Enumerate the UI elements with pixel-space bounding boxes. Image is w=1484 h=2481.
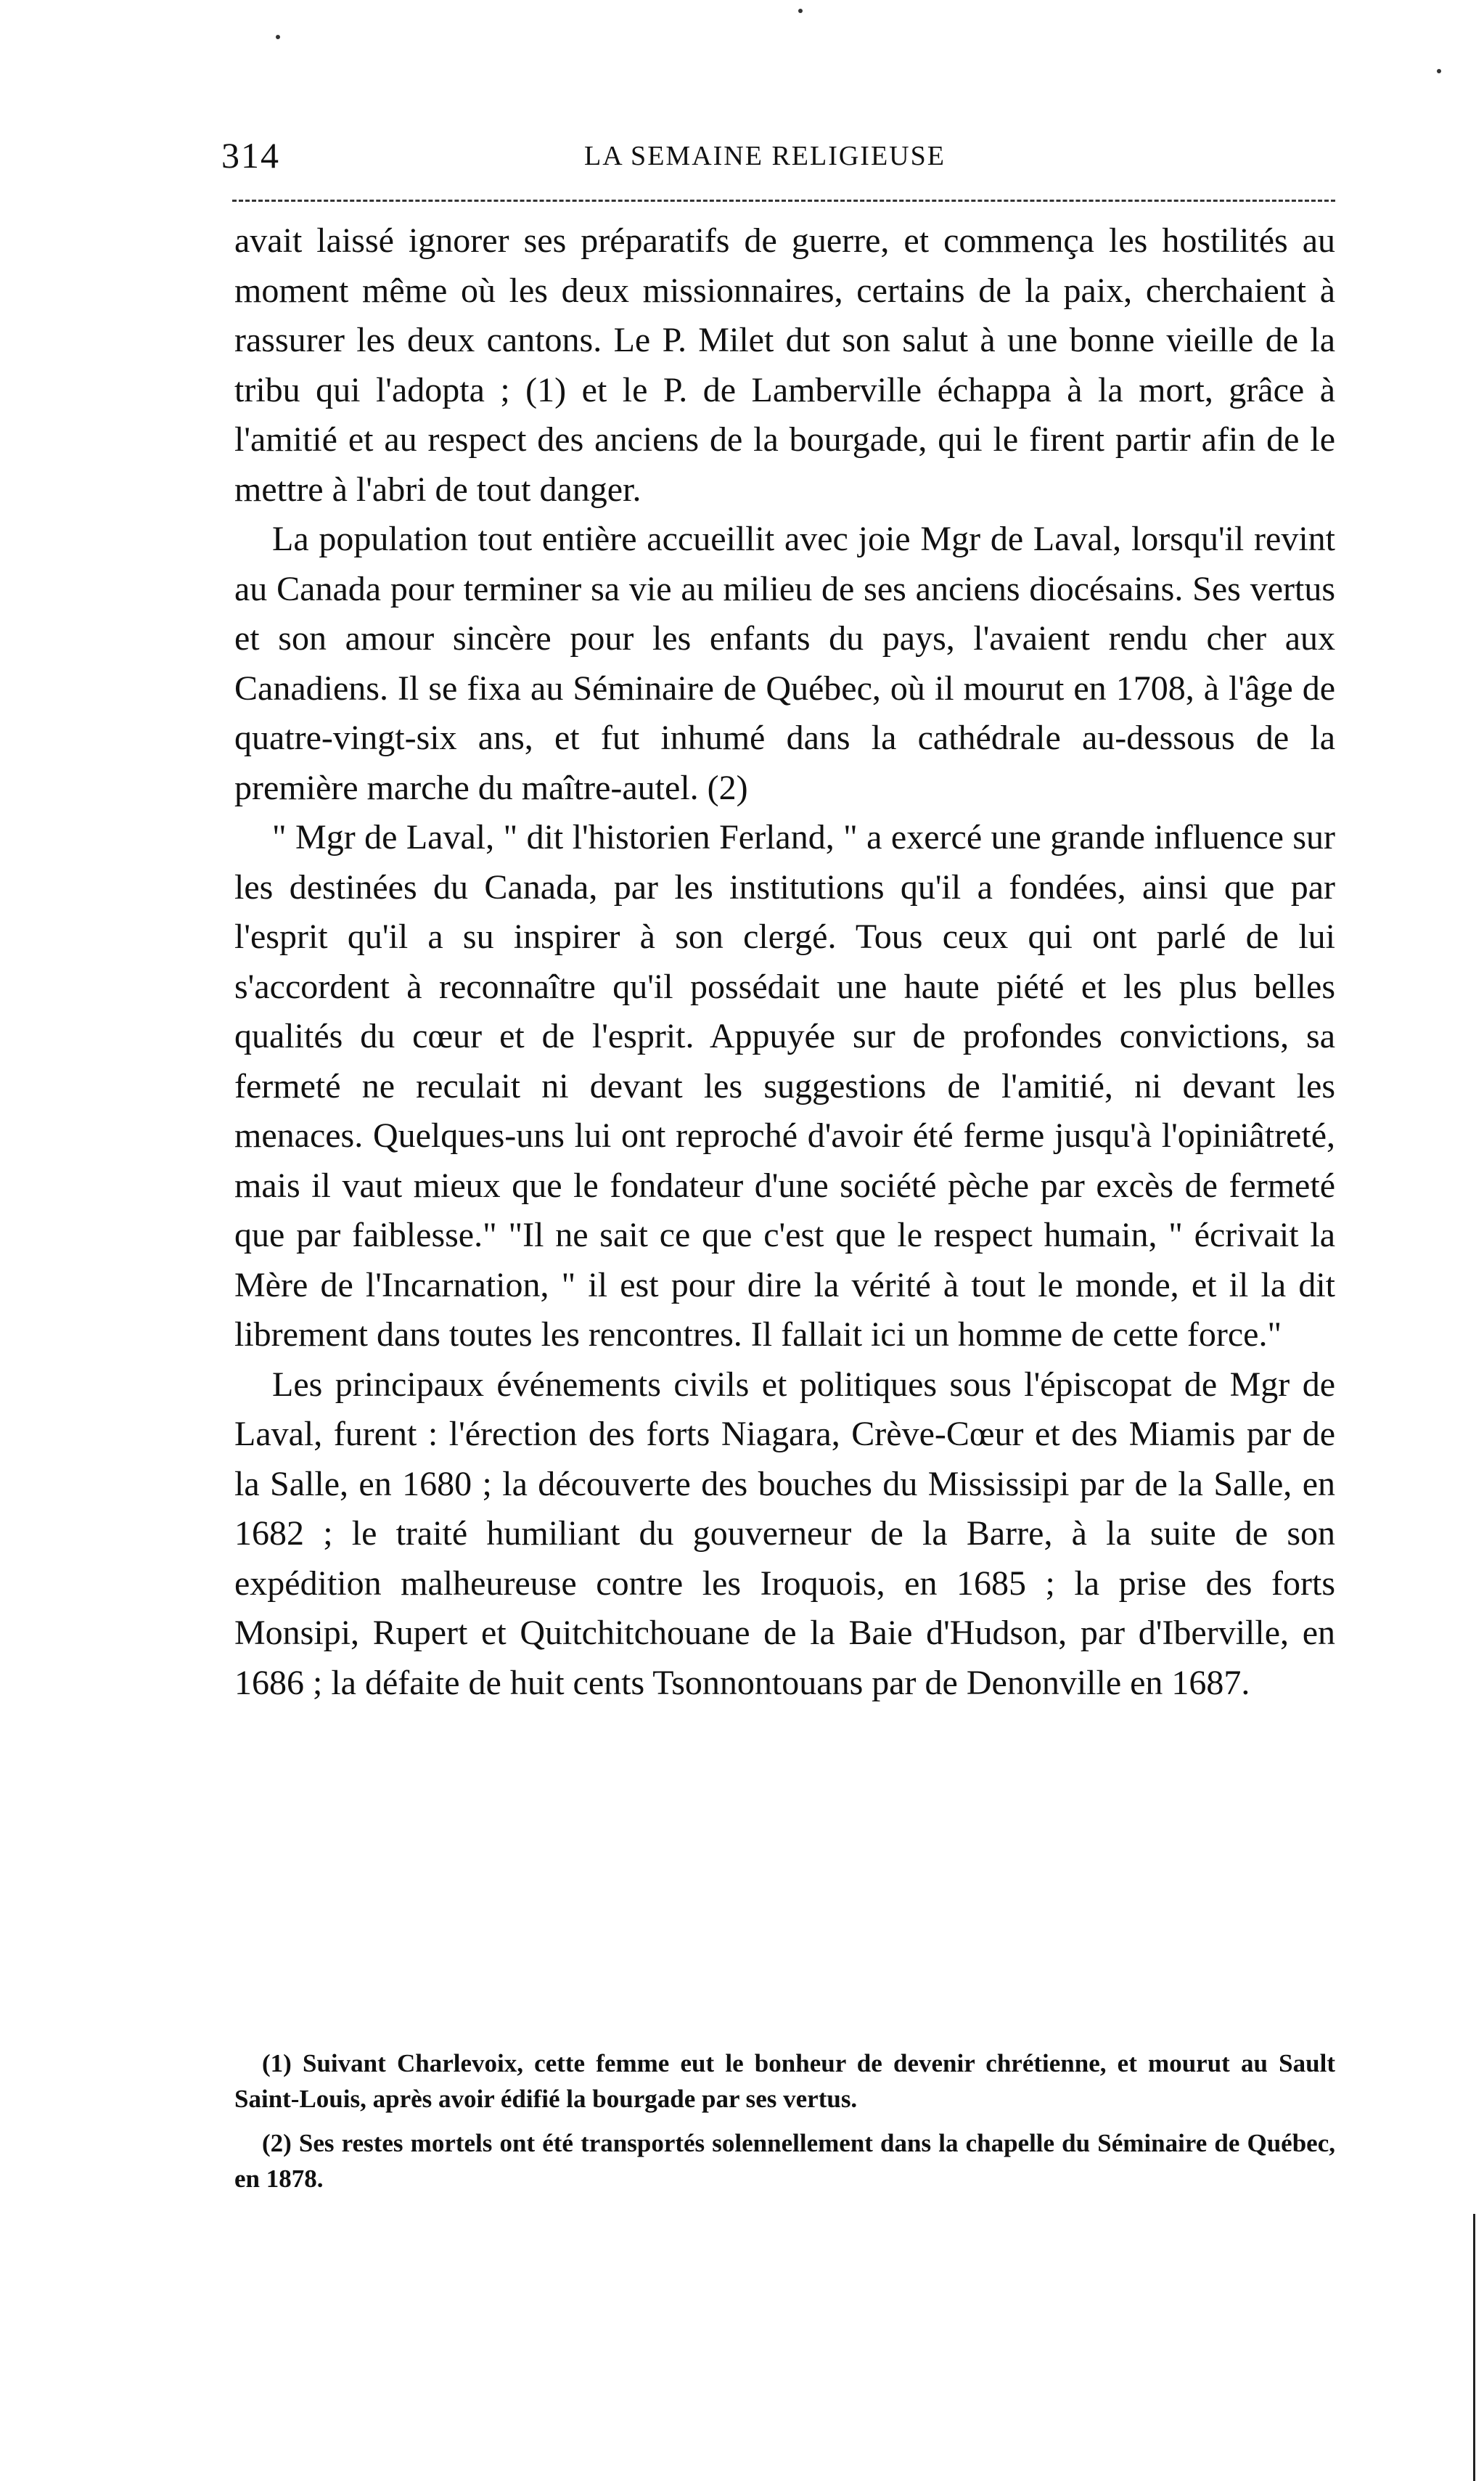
paragraph-1: avait laissé ignorer ses préparatifs de guerre, et commença les hostilités au moment même où les deux missionnaires, certains de la paix, cherchaient à rassurer les deux cantons. Le P. Milet dut son salut à une bonne vieille de la tribu qui l'adopta ; (1) et le P. de Lamberville échappa à la mort, grâce à l'amitié et au respect des anciens de la bourgade, qui le firent partir afin de le mettre à l'abri de tout danger.: [234, 221, 1335, 509]
scan-speck: [1437, 69, 1441, 73]
body-text: [234, 216, 1335, 1708]
header-rule: [232, 200, 1335, 202]
paragraph-3: " Mgr de Laval, " dit l'historien Ferland, " a exercé une grande influence sur les destinées du Canada, par les institutions qu'il a fondées, ainsi que par l'esprit qu'il a su inspirer à son clergé. Tous ceux qui ont parlé de lui s'accordent à reconnaître qu'il possédait une haute piété et les plus belles qualités du cœur et de l'esprit. Appuyée sur de profondes convictions, sa fermeté ne reculait ni devant les suggestions de l'amitié, ni devant les menaces. Quelques-uns lui ont reproché d'avoir été ferme jusqu'à l'opiniâtreté, mais il vaut mieux que le fondateur d'une société pèche par excès de fermeté que par faiblesse." "Il ne sait ce que c'est que le respect humain, " écrivait la Mère de l'Incarnation, " il est pour dire la vérité à tout le monde, et il la dit librement dans toutes les rencontres. Il fallait ici un homme de cette force.": [234, 818, 1335, 1354]
running-head: LA SEMAINE RELIGIEUSE: [584, 141, 946, 171]
scan-edge-line: [1473, 2214, 1475, 2481]
page-number: 314: [221, 135, 280, 176]
scan-speck: [798, 9, 803, 13]
footnote-1: (1) Suivant Charlevoix, cette femme eut le bonheur de devenir chrétienne, et mourut au Sault Saint-Louis, après avoir édifié la bourgade par ses vertus.: [234, 2049, 1335, 2113]
paragraph-2: La population tout entière accueillit avec joie Mgr de Laval, lorsqu'il revint au Canada pour terminer sa vie au milieu de ses anciens diocésains. Ses vertus et son amour sincère pour les enfants du pays, l'avaient rendu cher aux Canadiens. Il se fixa au Séminaire de Québec, où il mourut en 1708, à l'âge de quatre-vingt-six ans, et fut inhumé dans la cathédrale au-dessous de la première marche du maître-autel. (2): [234, 520, 1335, 807]
page-header: [221, 134, 1335, 178]
scan-speck: [276, 35, 280, 39]
footnote-2: (2) Ses restes mortels ont été transportés solennellement dans la chapelle du Séminaire de Québec, en 1878.: [234, 2129, 1335, 2193]
footnotes: [234, 2045, 1335, 2196]
paragraph-4: Les principaux événements civils et politiques sous l'épiscopat de Mgr de Laval, furent : l'érection des forts Niagara, Crève-Cœur et des Miamis par de la Salle, en 1680 ; la découverte des bouches du Mississipi par de la Salle, en 1682 ; le traité humiliant du gouverneur de la Barre, à la suite de son expédition malheureuse contre les Iroquois, en 1685 ; la prise des forts Monsipi, Rupert et Quitchitchouane de la Baie d'Hudson, par d'Iberville, en 1686 ; la défaite de huit cents Tsonnontouans par de Denonville en 1687.: [234, 1365, 1335, 1702]
